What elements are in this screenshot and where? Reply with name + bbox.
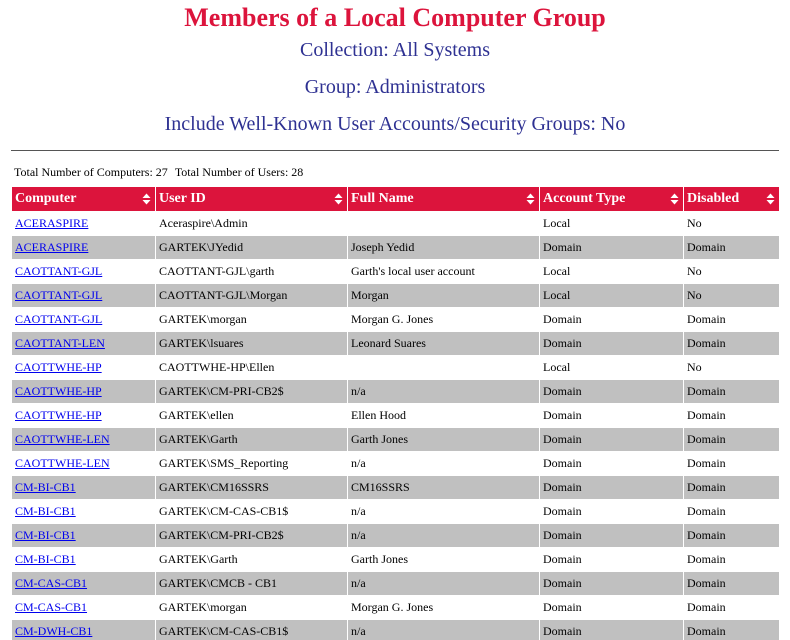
computer-link[interactable]: CM-BI-CB1 — [15, 552, 76, 566]
column-header-full-name[interactable] — [348, 187, 540, 212]
cell-account-type: Local — [540, 260, 684, 284]
total-computers: Total Number of Computers: 27 — [14, 165, 168, 179]
cell-full-name: n/a — [348, 572, 540, 596]
cell-user-id: GARTEK\CM-PRI-CB2$ — [156, 380, 348, 404]
table-row — [12, 548, 780, 572]
cell-computer — [12, 452, 156, 476]
cell-disabled: Domain — [684, 476, 780, 500]
cell-disabled: No — [684, 212, 780, 236]
cell-account-type: Local — [540, 212, 684, 236]
cell-computer — [12, 476, 156, 500]
cell-disabled: Domain — [684, 500, 780, 524]
cell-computer — [12, 524, 156, 548]
cell-full-name: Leonard Suares — [348, 332, 540, 356]
sort-icon[interactable] — [526, 193, 535, 205]
cell-account-type: Domain — [540, 500, 684, 524]
table-row — [12, 452, 780, 476]
column-header-disabled[interactable] — [684, 187, 780, 212]
cell-disabled: Domain — [684, 236, 780, 260]
cell-full-name: Morgan G. Jones — [348, 308, 540, 332]
cell-full-name: Garth Jones — [348, 428, 540, 452]
cell-account-type: Domain — [540, 452, 684, 476]
cell-computer — [12, 260, 156, 284]
cell-disabled: No — [684, 284, 780, 308]
cell-account-type: Domain — [540, 308, 684, 332]
table-row — [12, 524, 780, 548]
column-header-computer[interactable] — [12, 187, 156, 212]
cell-account-type: Domain — [540, 620, 684, 640]
cell-computer — [12, 212, 156, 236]
cell-disabled: No — [684, 356, 780, 380]
cell-account-type: Local — [540, 284, 684, 308]
cell-computer — [12, 428, 156, 452]
cell-account-type: Domain — [540, 236, 684, 260]
computer-link[interactable]: CAOTTWHE-HP — [15, 408, 102, 422]
report-page — [0, 3, 790, 640]
table-row — [12, 284, 780, 308]
cell-account-type: Domain — [540, 524, 684, 548]
cell-disabled: Domain — [684, 524, 780, 548]
collection-label: Collection: All Systems — [299, 39, 490, 61]
cell-full-name: Garth's local user account — [348, 260, 540, 284]
cell-computer — [12, 596, 156, 620]
cell-account-type: Domain — [540, 596, 684, 620]
table-row — [12, 380, 780, 404]
cell-computer — [12, 236, 156, 260]
computer-link[interactable]: CAOTTWHE-HP — [15, 360, 102, 374]
cell-disabled: Domain — [684, 548, 780, 572]
cell-user-id: GARTEK\CM-CAS-CB1$ — [156, 500, 348, 524]
report-title: Members of a Local Computer Group — [184, 3, 606, 32]
cell-computer — [12, 356, 156, 380]
table-row — [12, 356, 780, 380]
table-row — [12, 572, 780, 596]
cell-computer — [12, 332, 156, 356]
computer-link[interactable]: CM-CAS-CB1 — [15, 600, 88, 614]
column-header-label: Disabled — [687, 191, 740, 206]
cell-user-id: GARTEK\CM-CAS-CB1$ — [156, 620, 348, 640]
computer-link[interactable]: CM-BI-CB1 — [15, 528, 76, 542]
column-header-label: Account Type — [543, 191, 626, 206]
computer-link[interactable]: CAOTTWHE-LEN — [15, 456, 110, 470]
cell-full-name: n/a — [348, 500, 540, 524]
cell-computer — [12, 548, 156, 572]
table-row — [12, 260, 780, 284]
cell-account-type: Domain — [540, 428, 684, 452]
cell-full-name: CM16SSRS — [348, 476, 540, 500]
cell-user-id: GARTEK\CMCB - CB1 — [156, 572, 348, 596]
cell-computer — [12, 620, 156, 640]
cell-account-type: Domain — [540, 548, 684, 572]
sort-icon[interactable] — [334, 193, 343, 205]
column-header-label: Computer — [15, 191, 77, 206]
cell-full-name: Ellen Hood — [348, 404, 540, 428]
sort-icon[interactable] — [670, 193, 679, 205]
column-header-label: User ID — [159, 191, 206, 206]
computer-link[interactable]: CAOTTANT-GJL — [15, 312, 103, 326]
cell-computer — [12, 500, 156, 524]
cell-disabled: No — [684, 260, 780, 284]
table-row — [12, 428, 780, 452]
wellknown-label: Include Well-Known User Accounts/Security Groups: No — [164, 113, 626, 135]
cell-computer — [12, 380, 156, 404]
computer-link[interactable]: ACERASPIRE — [15, 216, 89, 230]
cell-full-name: n/a — [348, 620, 540, 640]
table-row — [12, 596, 780, 620]
total-users: Total Number of Users: 28 — [174, 165, 304, 179]
computer-link[interactable]: CM-DWH-CB1 — [15, 624, 93, 638]
cell-user-id: GARTEK\ellen — [156, 404, 348, 428]
cell-account-type: Domain — [540, 572, 684, 596]
cell-full-name: n/a — [348, 380, 540, 404]
cell-user-id: GARTEK\Garth — [156, 428, 348, 452]
computer-link[interactable]: CAOTTWHE-LEN — [15, 432, 110, 446]
cell-account-type: Domain — [540, 476, 684, 500]
computer-link[interactable]: CM-CAS-CB1 — [15, 576, 88, 590]
cell-disabled: Domain — [684, 596, 780, 620]
table-row — [12, 308, 780, 332]
cell-user-id: GARTEK\JYedid — [156, 236, 348, 260]
cell-full-name — [348, 212, 540, 236]
cell-disabled: Domain — [684, 380, 780, 404]
column-header-label: Full Name — [351, 191, 414, 206]
totals-line — [14, 165, 303, 180]
cell-user-id: GARTEK\Garth — [156, 548, 348, 572]
table-header-row — [12, 187, 780, 212]
cell-full-name: n/a — [348, 524, 540, 548]
group-label: Group: Administrators — [304, 76, 486, 98]
cell-user-id: GARTEK\CM-PRI-CB2$ — [156, 524, 348, 548]
computer-link[interactable]: CAOTTWHE-HP — [15, 384, 102, 398]
cell-user-id: GARTEK\morgan — [156, 308, 348, 332]
cell-disabled: Domain — [684, 404, 780, 428]
cell-disabled: Domain — [684, 332, 780, 356]
table-row — [12, 500, 780, 524]
cell-user-id: CAOTTWHE-HP\Ellen — [156, 356, 348, 380]
computer-link[interactable]: ACERASPIRE — [15, 240, 89, 254]
cell-full-name — [348, 356, 540, 380]
computer-link[interactable]: CAOTTANT-GJL — [15, 264, 103, 278]
column-header-user-id[interactable] — [156, 187, 348, 212]
cell-disabled: Domain — [684, 620, 780, 640]
computer-link[interactable]: CAOTTANT-LEN — [15, 336, 105, 350]
cell-user-id: GARTEK\SMS_Reporting — [156, 452, 348, 476]
sort-icon[interactable] — [766, 193, 775, 205]
cell-disabled: Domain — [684, 428, 780, 452]
cell-computer — [12, 308, 156, 332]
divider — [11, 150, 779, 151]
cell-user-id: Aceraspire\Admin — [156, 212, 348, 236]
cell-disabled: Domain — [684, 572, 780, 596]
cell-disabled: Domain — [684, 452, 780, 476]
table-row — [12, 236, 780, 260]
table-body — [12, 212, 780, 640]
cell-account-type: Domain — [540, 404, 684, 428]
computer-link[interactable]: CM-BI-CB1 — [15, 480, 76, 494]
cell-computer — [12, 284, 156, 308]
cell-user-id: GARTEK\lsuares — [156, 332, 348, 356]
cell-user-id: GARTEK\CM16SSRS — [156, 476, 348, 500]
cell-full-name: Joseph Yedid — [348, 236, 540, 260]
computer-link[interactable]: CAOTTANT-GJL — [15, 288, 103, 302]
column-header-account-type[interactable] — [540, 187, 684, 212]
table-row — [12, 620, 780, 640]
cell-user-id: GARTEK\morgan — [156, 596, 348, 620]
cell-account-type: Domain — [540, 380, 684, 404]
table-row — [12, 212, 780, 236]
members-table — [11, 186, 780, 640]
computer-link[interactable]: CM-BI-CB1 — [15, 504, 76, 518]
cell-user-id: CAOTTANT-GJL\garth — [156, 260, 348, 284]
cell-full-name: Morgan — [348, 284, 540, 308]
cell-full-name: Morgan G. Jones — [348, 596, 540, 620]
cell-computer — [12, 572, 156, 596]
sort-icon[interactable] — [142, 193, 151, 205]
table-row — [12, 332, 780, 356]
cell-computer — [12, 404, 156, 428]
cell-full-name: n/a — [348, 452, 540, 476]
cell-account-type: Domain — [540, 332, 684, 356]
table-row — [12, 476, 780, 500]
cell-disabled: Domain — [684, 308, 780, 332]
table-row — [12, 404, 780, 428]
cell-full-name: Garth Jones — [348, 548, 540, 572]
cell-user-id: CAOTTANT-GJL\Morgan — [156, 284, 348, 308]
cell-account-type: Local — [540, 356, 684, 380]
